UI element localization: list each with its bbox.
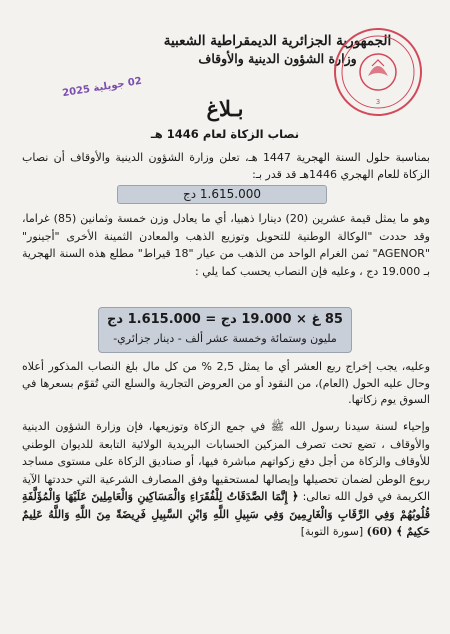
nisab-amount-box: 1.615.000 دج — [117, 185, 327, 204]
document-subtitle: نصاب الزكاة لعام 1446 هـ — [150, 127, 300, 141]
calculation-box — [98, 307, 352, 353]
quran-verse: ﴿ إِنَّمَا الصَّدَقَاتُ لِلْفُقَرَاءِ وَالْمَسَاكِينِ وَالْعَامِلِينَ عَلَيْهَا وَالْمُؤَلَّفَةِ قُلُوبُهُمْ وَفِي الرِّقَابِ وَالْغَارِمِينَ وَفِي سَبِيلِ اللَّهِ وَابْنِ السَّبِيلِ فَرِيضَةً مِنَ اللَّهِ وَاللَّهُ عَلِيمٌ حَكِيمٌ ﴾ (60) — [22, 490, 430, 538]
zakat-rate-paragraph: وعليه، يجب إخراج ربع العشر أي ما يمثل 2,5 % من كل مال بلغ النصاب المذكور أعلاه وحال عليه الحول (العام)، من النقود أو من العروض التجارية والسلع التي تُقوّم بسعرها في السوق يوم زكاتها. — [22, 360, 431, 406]
collection-paragraph — [22, 418, 430, 541]
date-stamp: 02 جويلية 2025 — [61, 75, 143, 100]
document-title: بـلاغ — [206, 96, 244, 121]
svg-text:3: 3 — [375, 98, 381, 106]
republic-name: الجمهورية الجزائرية الديمقراطية الشعبية — [163, 33, 392, 49]
intro-paragraph: بمناسبة حلول السنة الهجرية 1447 هـ، تعلن وزارة الشؤون الدينية والأوقاف أن نصاب الزكاة للعام الهجري 1446هـ قد قدر بـ: — [22, 151, 430, 181]
ministry-name: وزارة الشؤون الدينية والأوقاف — [198, 51, 357, 66]
surah-reference: [سورة التوبة] — [300, 525, 364, 538]
amount-in-words: مليون وستمائة وخمسة عشر ألف - دينار جزائري- — [113, 332, 337, 345]
gold-value-paragraph: وهو ما يمثل قيمة عشرين (20) دينارا ذهبيا، أي ما يعادل وزن خمسة وثمانين (85) غراما، وقد حددت "الوكالة الوطنية للتحويل وتوزيع الذهب والمعادن الثمينة الأخرى "أجينور" "AGENOR" ثمن الغرام الواحد من الذهب من عيار "18 قيراط" مطلع هذه السنة الهجرية بـ 19.000 دج ، وعليه فإن النصاب يحسب كما يلي : — [22, 212, 430, 278]
collection-text: وإحياء لسنة سيدنا رسول الله ﷺ في جمع الزكاة وتوزيعها، فإن وزارة الشؤون الدينية والأوقاف ، تضع تحت تصرف المزكين الحسابات البريدية الولائية التابعة للديوان الوطني للأوقاف والزكاة من أجل دفع زكواتهم مباشرة فيها، أو صناديق الزكاة على مستوى مساجد ربوع الوطن لضمان تحصيلها وإيصالها لمستحقيها وفق المصارف الشرعية التي حددتها الآية الكريمة في قول الله تعالى: — [22, 420, 430, 503]
calculation-formula: 85 غ × 19.000 دج = 1.615.000 دج — [107, 312, 343, 327]
